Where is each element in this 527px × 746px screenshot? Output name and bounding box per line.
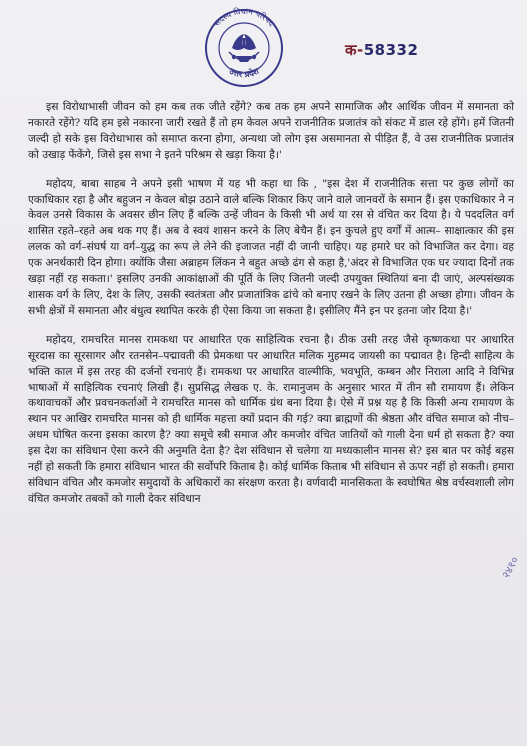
document-number-value: 58332 — [363, 41, 419, 59]
paragraph-1: इस विरोधाभासी जीवन को हम कब तक जीते रहेंगे? कब तक हम अपने सामाजिक और आर्थिक जीवन में समानता को नकारते रहेंगे? यदि हम इसे नकारना जारी रखते हैं तो हम केवल अपने राजनीतिक प्रजातंत्र को संकट में डाल रहे होंगे। हमें जितनी जल्दी हो सके इस विरोधाभास को समाप्त करना होगा, अन्यथा जो लोग इस असमानता से पीड़ित हैं, वे उस राजनीतिक प्रजातंत्र को उखाड़ फेंकेंगे, जिसे इस सभा ने इतने परिश्रम से खड़ा किया है।' — [28, 101, 514, 161]
paragraph-3: महोदय, रामचरित मानस रामकथा पर आधारित एक साहित्यिक रचना है। ठीक उसी तरह जैसे कृष्णकथा पर आधारित सूरदास का सूरसागर और रतनसेन–पद्मावती की प्रेमकथा पर आधारित मलिक मुहम्मद जायसी का पद्मावत है। हिन्दी साहित्य के भक्ति काल में इस तरह की दर्जनों रचनाएं हैं। रामकथा पर आधारित वाल्मीकि, भवभूति, कम्बन और निराला आदि ने विभिन्न भाषाओं में साहित्यिक रचनाएं लिखी हैं। सुप्रसिद्ध लेखक ए. के. रामानुजम के अनुसार भारत में तीन सौ रामायण हैं। लेकिन कथावाचकों और प्रवचनकर्ताओं ने रामचरित मानस को धार्मिक ग्रंथ बना दिया है। ऐसे में प्रश्न यह है कि किसी अन्य रामायण के स्थान पर आखिर रामचरित मानस को ही धार्मिक महत्ता क्यों प्रदान की गई? क्या ब्राह्मणों की श्रेष्ठता और वंचित समाज को नीच–अधम घोषित करना इसका कारण है? क्या समूचे स्त्री समाज और कमजोर वंचित जातियों को गाली देना धर्म हो सकता है? क्या इस देश का संविधान ऐसा करने की अनुमति देता है? देश संविधान से चलेगा या मध्यकालीन मानस से? इस बात पर कोई बहस नहीं हो सकती कि हमारा संविधान भारत की सर्वोपरि किताब है। कोई धार्मिक किताब भी संविधान से ऊपर नहीं हो सकती। हमारा संविधान वंचित और कमजोर समुदायों के अधिकारों का संरक्षण करता है। वर्णवादी मानसिकता के स्वघोषित श्रेष्ठ वर्चस्वशाली लोग वंचित कमजोर तबकों को गाली देकर संविधान — [28, 333, 514, 505]
svg-text:सदस्य विधान परिषद — [212, 6, 277, 29]
document-number — [345, 40, 418, 60]
seal-top-text: सदस्य विधान परिषद — [211, 5, 277, 29]
document-number-prefix: क- — [345, 41, 364, 59]
svg-text:उत्तर प्रदेश — [226, 66, 261, 80]
handwritten-margin-note: २४१० — [499, 554, 522, 581]
letter-body — [28, 100, 514, 521]
seal-emblem-icon — [196, 4, 292, 92]
official-seal — [196, 4, 292, 92]
paragraph-2: महोदय, बाबा साहब ने अपने इसी भाषण में यह भी कहा था कि , "इस देश में राजनीतिक सत्ता पर कुछ लोगों का एकाधिकार रहा है और बहुजन न केवल बोझ उठाने वाले बल्कि शिकार किए जाने वाले जानवरों के समान हैं। इस एकाधिकार ने न केवल उनसे विकास के अवसर छीन लिए हैं बल्कि उन्हें जीवन के किसी भी अर्थ या रस से वंचित कर दिया है। ये पददलित वर्ग शासित रहते–रहते अब थक गए हैं। अब वे स्वयं शासन करने के लिए बेचैन हैं। इन कुचले हुए वर्गों में आत्म– साक्षात्कार की इस ललक को वर्ग–संघर्ष या वर्ग–युद्ध का रूप ले लेने की इजाजत नहीं दी जानी चाहिए। यह हमारे घर को विभाजित कर देगा। वह एक अनर्थकारी दिन होगा। क्योंकि जैसा अब्राहम लिंकन ने बहुत अच्छे ढंग से कहा है,'अंदर से विभाजित एक घर ज्यादा दिनों तक खड़ा नहीं रह सकता।' इसलिए उनकी आकांक्षाओं की पूर्ति के लिए जितनी जल्दी उपयुक्त स्थितियां बना दी जाएं, अल्पसंख्यक शासक वर्ग के लिए, देश के लिए, उसकी स्वतंत्रता और प्रजातांत्रिक ढांचे को बनाए रखने के लिए उतना ही अच्छा होगा। जीवन के सभी क्षेत्रों में समानता और बंधुत्व स्थापित करके ही ऐसा किया जा सकता है। इसीलिए मैंने इन पर इतना जोर दिया है।' — [28, 177, 514, 317]
seal-bottom-text: उत्तर प्रदेश — [227, 66, 261, 81]
